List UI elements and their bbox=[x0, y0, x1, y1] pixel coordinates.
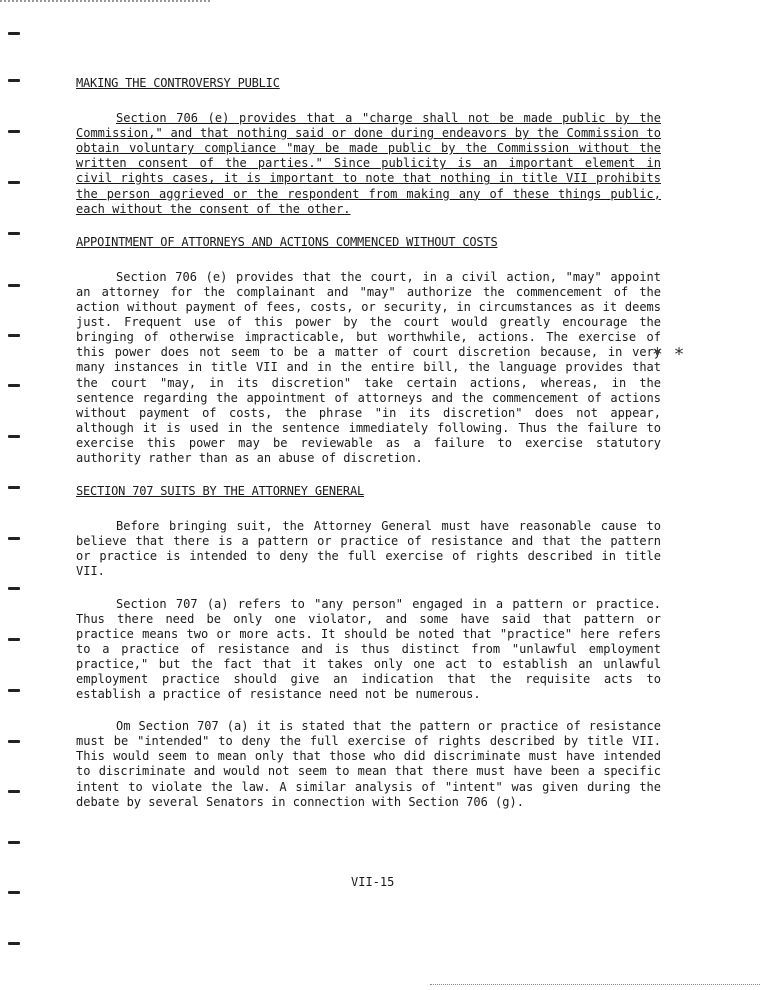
binder-mark bbox=[8, 435, 20, 438]
document-body bbox=[76, 76, 661, 828]
paragraph: Section 707 (a) refers to "any person" engaged in a pattern or practice. Thus there need be only one violator, and some have said that pattern or practice means two or more acts. It should be noted that "practice" here refers to a practice of resistance and is thus distinct from "unlawful employment practice," but the fact that it takes only one act to establish an unlawful employment practice should give an indication that the requisite acts to establish a practice of resistance need not be numerous. bbox=[76, 596, 661, 702]
handwritten-margin-note: * * bbox=[652, 344, 685, 365]
binder-mark bbox=[8, 891, 20, 894]
binder-marks bbox=[8, 0, 22, 990]
section-making-public bbox=[76, 76, 661, 217]
binder-mark bbox=[8, 638, 20, 641]
page-number: VII-15 bbox=[351, 875, 395, 889]
binder-mark bbox=[8, 841, 20, 844]
section-heading: SECTION 707 SUITS BY THE ATTORNEY GENERAL bbox=[76, 484, 365, 499]
binder-mark bbox=[8, 384, 20, 387]
top-dotted-edge bbox=[0, 0, 210, 2]
paragraph: Om Section 707 (a) it is stated that the pattern or practice of resistance must be "intended" to deny the full exercise of rights described by title VII. This would seem to mean only that those who did discriminate must have intended to discriminate and would not seem to mean that there must have been a specific intent to violate the law. A similar analysis of "intent" was given during the debate by several Senators in connection with Section 706 (g). bbox=[76, 719, 661, 809]
binder-mark bbox=[8, 790, 20, 793]
binder-mark bbox=[8, 537, 20, 540]
section-heading: APPOINTMENT OF ATTORNEYS AND ACTIONS COMMENCED WITHOUT COSTS bbox=[76, 234, 498, 249]
paragraph: Section 706 (e) provides that a "charge shall not be made public by the Commission," and that nothing said or done during endeavors by the Commission to obtain voluntary compliance "may be made public by the Commission without the written consent of the parties." Since publicity is an important element in civil rights cases, it is important to note that nothing in title VII prohibits the person aggrieved or the respondent from making any of these things public, each without the consent of the other. bbox=[76, 111, 661, 216]
bottom-dotted-edge bbox=[430, 984, 760, 985]
paragraph: Before bringing suit, the Attorney General must have reasonable cause to believe that there is a pattern or practice of resistance and that the pattern or practice is intended to deny the full exercise of rights described in title VII. bbox=[76, 519, 661, 579]
section-heading: MAKING THE CONTROVERSY PUBLIC bbox=[76, 76, 280, 90]
binder-mark bbox=[8, 284, 20, 287]
binder-mark bbox=[8, 130, 20, 133]
binder-mark bbox=[8, 32, 20, 35]
binder-mark bbox=[8, 181, 20, 184]
binder-mark bbox=[8, 79, 20, 82]
paragraph: Section 706 (e) provides that the court, in a civil action, "may" appoint an attorney for the complainant and "may" authorize the commencement of the action without payment of fees, costs, or security, in circumstances as it deems just. Frequent use of this power by the court would greatly encourage the bringing of otherwise impracticable, but worthwhile, actions. The exercise of this power does not seem to be a matter of court discretion because, in very many instances in title VII and in the entire bill, the language provides that the court "may, in its discretion" take certain actions, whereas, in the sentence regarding the appointment of attorneys and the commencement of actions without payment of costs, the phrase "in its discretion" does not appear, although it is used in the sentence immediately following. Thus the failure to exercise this power may be reviewable as a failure to exercise statutory authority rather than as an abuse of discretion. bbox=[76, 269, 661, 465]
section-707-suits bbox=[76, 484, 661, 810]
section-appointment-of-attorneys bbox=[76, 235, 661, 466]
binder-mark bbox=[8, 232, 20, 235]
binder-mark bbox=[8, 587, 20, 590]
binder-mark bbox=[8, 689, 20, 692]
binder-mark bbox=[8, 740, 20, 743]
binder-mark bbox=[8, 486, 20, 489]
binder-mark bbox=[8, 334, 20, 337]
binder-mark bbox=[8, 942, 20, 945]
